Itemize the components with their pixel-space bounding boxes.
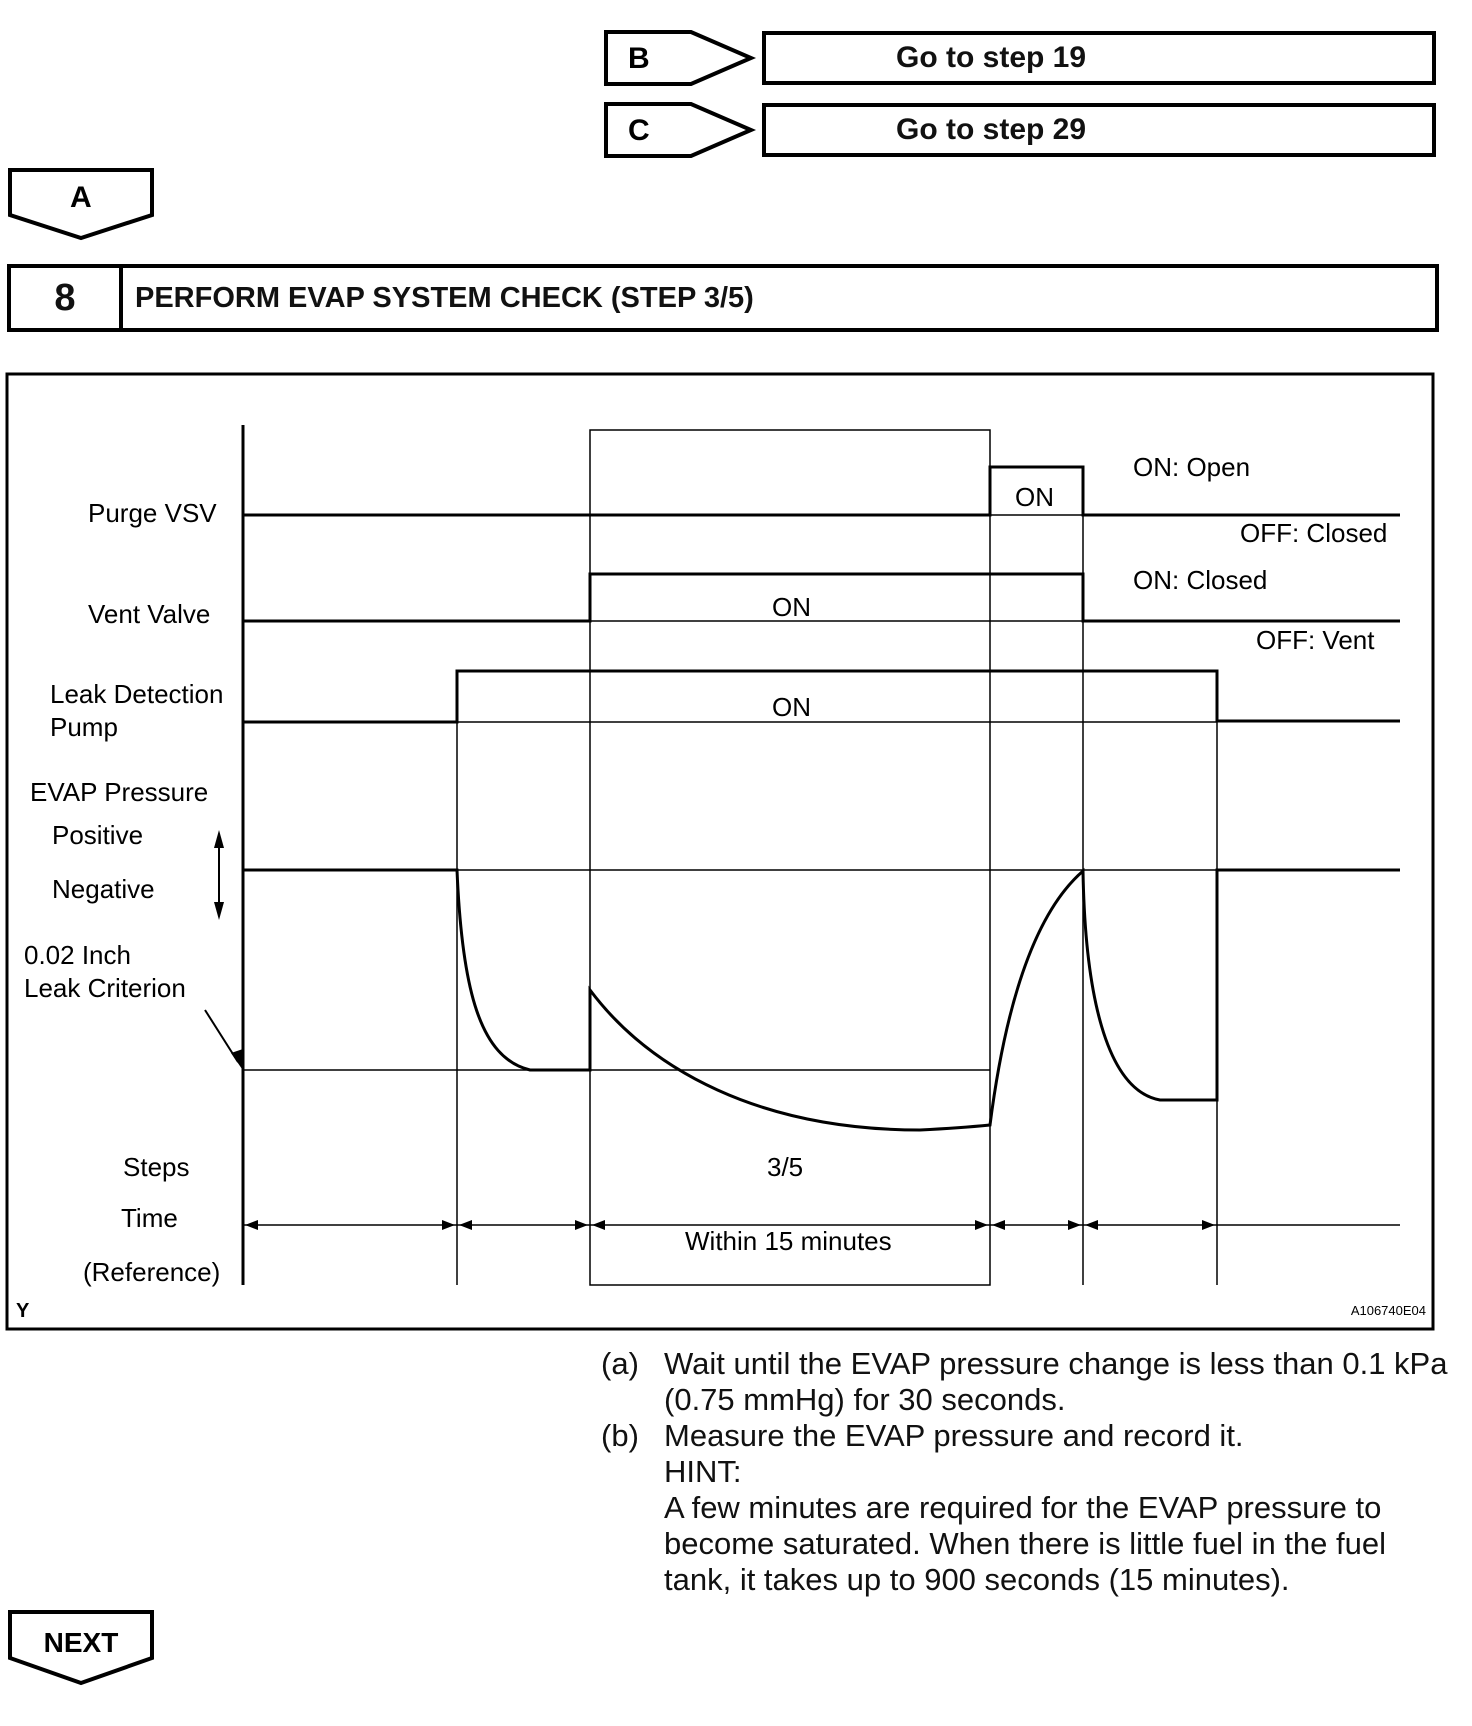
go-to-step-19-box[interactable] (762, 31, 1436, 85)
branch-a[interactable] (0, 160, 170, 245)
corner-marker: Y (16, 1300, 30, 1322)
leak-pump-label-1: Leak Detection (50, 679, 224, 709)
instruction-a-line-1: Wait until the EVAP pressure change is less than 0.1 kPa (664, 1346, 1448, 1381)
go-to-step-29-box[interactable] (762, 103, 1436, 157)
step-3-5-label: 3/5 (767, 1152, 804, 1182)
leak-criterion-pointer (205, 1010, 243, 1069)
figure-id: A106740E04 (1350, 1303, 1426, 1318)
purge-on-text: ON (1015, 482, 1054, 512)
timing-dividers (457, 470, 1217, 1285)
next-label: NEXT (43, 1627, 119, 1658)
vent-valve-label: Vent Valve (88, 599, 211, 629)
step-number: 8 (11, 268, 123, 328)
step-title: PERFORM EVAP SYSTEM CHECK (STEP 3/5) (135, 282, 754, 314)
branch-a-letter: A (70, 181, 92, 214)
evap-pressure-label: EVAP Pressure (30, 777, 209, 807)
negative-label: Negative (52, 874, 155, 904)
pressure-direction-arrow (214, 830, 224, 920)
step-header (7, 264, 1439, 332)
branch-c-letter: C (628, 114, 650, 147)
purge-off-state: OFF: Closed (1240, 518, 1388, 548)
criterion-label-1: 0.02 Inch (24, 940, 131, 970)
positive-label: Positive (52, 820, 144, 850)
leak-pump-label-2: Pump (50, 712, 118, 742)
pump-on-text: ON (772, 692, 811, 722)
next-button[interactable] (0, 1600, 170, 1700)
instruction-b-marker: (b) (601, 1418, 639, 1453)
criterion-label-2: Leak Criterion (24, 973, 186, 1003)
hint-line-3: tank, it takes up to 900 seconds (15 minutes). (664, 1562, 1290, 1597)
signal-baselines (243, 515, 1217, 1070)
instruction-b-line-1: Measure the EVAP pressure and record it. (664, 1418, 1244, 1453)
vent-off-state: OFF: Vent (1256, 625, 1375, 655)
go-to-step-19-label: Go to step 19 (896, 41, 1087, 74)
evap-pressure-waveform (243, 870, 1400, 1130)
time-label: Time (121, 1203, 178, 1233)
hint-label: HINT: (664, 1454, 742, 1489)
within-15-minutes-label: Within 15 minutes (685, 1226, 892, 1256)
hint-line-1: A few minutes are required for the EVAP pressure to (664, 1490, 1382, 1525)
instruction-a-marker: (a) (601, 1346, 639, 1381)
hint-line-2: become saturated. When there is little fuel in the fuel (664, 1526, 1387, 1561)
branch-b[interactable] (606, 32, 751, 84)
steps-label: Steps (123, 1152, 190, 1182)
go-to-step-29-label: Go to step 29 (896, 113, 1087, 146)
instruction-a-line-2: (0.75 mmHg) for 30 seconds. (664, 1382, 1066, 1417)
vent-on-state: ON: Closed (1133, 565, 1268, 595)
vent-on-text: ON (772, 592, 811, 622)
leak-pump-waveform (243, 671, 1400, 722)
reference-label: (Reference) (83, 1257, 221, 1287)
branch-b-letter: B (628, 42, 650, 75)
purge-vsv-label: Purge VSV (88, 498, 217, 528)
evap-timing-diagram (0, 370, 1472, 1340)
diagram-frame (7, 374, 1433, 1329)
branch-c[interactable] (606, 104, 751, 156)
purge-on-state: ON: Open (1133, 452, 1251, 482)
